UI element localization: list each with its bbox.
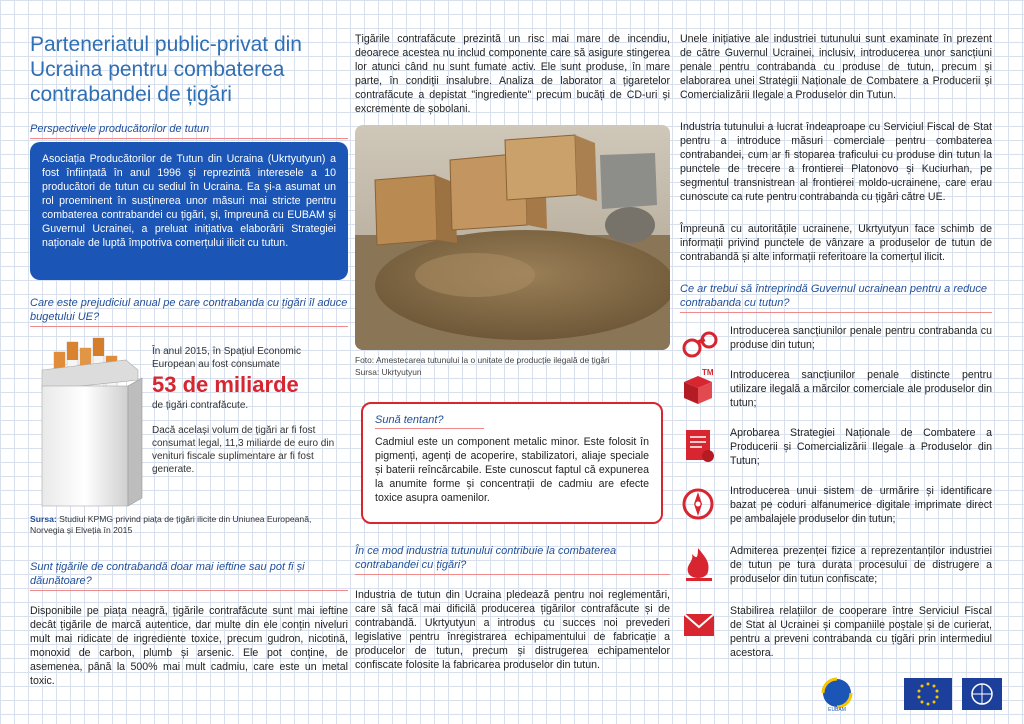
action-item-destruction bbox=[680, 544, 992, 594]
harm-paragraph: Disponibile pe piața neagră, țigările contrafăcute sunt mai ieftine decât țigările de marcă autentice, dar multe din ele conțin niveluri mult mai ridicate de ingrediente toxice, precum gudron, nicotină, monoxid de carbon, plumb și arsenic. Ele pot conține, de asemenea, până la 500% mai mult cadmiu, care este un metal toxic. bbox=[30, 605, 348, 687]
source-label: Sursa: bbox=[30, 514, 57, 524]
eubam-logo-text: EUBAM bbox=[828, 707, 846, 712]
source-text: Studiul KPMG privind piața de țigări ilicite din Uniunea Europeană, Norvegia și Elveția în 2015 bbox=[30, 514, 312, 535]
trademark-box-icon bbox=[680, 368, 720, 408]
association-info-box: Asociația Producătorilor de Tutun din Ucraina (Ukrtyutyun) a fost înființată în anul 1996 și reprezintă interesele a 10 producători de tutun cu sediul în Ucraina. Ea și-a asumat un rol proeminent în susținerea unor măsuri mai stricte pentru combaterea contrabandei cu țigări, și, împreună cu EUBAM și Guvernul Ucrainei, a preluat inițiativa elaborării Strategiei naționale de luptă împotriva comerțului ilicit cu tutun. bbox=[30, 142, 348, 280]
action-text-3: Aprobarea Strategiei Naționale de Combatere a Producerii și Comercializării Ilegale a Produselor din Tutun; bbox=[730, 427, 992, 467]
action-item-tracking bbox=[680, 484, 992, 534]
section-head-damage: Care este prejudiciul anual pe care contrabanda cu țigări îl aduce bugetului UE? bbox=[30, 296, 348, 327]
section-head-harm: Sunt țigările de contrabandă doar mai ieftine sau pot fi și dăunătoare? bbox=[30, 560, 348, 591]
section-head-industry: În ce mod industria tutunului contribuie la combaterea contrabandei cu țigări? bbox=[355, 544, 670, 575]
trademark-label: TM bbox=[702, 368, 714, 377]
info-exchange-paragraph: Împreună cu autoritățile ucrainene, Ukrtyutyun face schimb de informații privind punctele de vânzare a produselor de tutun de contrabandă și alte informații referitoare la comerțul ilicit. bbox=[680, 223, 992, 263]
handcuffs-icon bbox=[680, 324, 720, 364]
column-left bbox=[30, 0, 348, 724]
action-text-2: Introducerea sancțiunilor penale distincte pentru utilizare ilegală a mărcilor comerciale ale produselor din tutun; bbox=[730, 369, 992, 409]
eubam-logo bbox=[818, 676, 856, 712]
action-item-criminal-sanctions bbox=[680, 324, 992, 374]
column-middle bbox=[355, 0, 670, 724]
fire-risk-paragraph: Țigările contrafăcute prezintă un risc mai mare de incendiu, deoarece acestea nu includ componente care să asigure stingerea lor atunci când nu sunt fumate activ. Ele sunt produse, în mare parte, în condiții insalubre. Analiza de laborator a țigaretelor contrafăcute a depistat "ingrediente" precum bucăți de CD-uri și excremente de șobolani. bbox=[355, 33, 670, 115]
eu-flag-logo bbox=[904, 678, 952, 710]
fire-icon bbox=[680, 544, 720, 584]
action-item-strategy bbox=[680, 426, 992, 476]
action-text-6: Stabilirea relațiilor de cooperare între Serviciul Fiscal de Stat al Ucrainei și companiile poștale și de curierat, pentru a preveni contrabanda cu țigări prin intermediul acestora. bbox=[730, 605, 992, 659]
section-head-producers: Perspectivele producătorilor de tutun bbox=[30, 122, 348, 139]
initiatives-paragraph: Unele inițiative ale industriei tutunului sunt examinate în prezent de către Guvernul Ucrainei, inclusiv, introducerea unor sancțiuni penale pentru contrabanda cu produse de tutun, precum și elaborarea unei Strategii Naționale de Combatere a Producerii și Comercializării Ilegale a Produselor din Tutun. bbox=[680, 33, 992, 101]
cigarette-pack-illustration bbox=[34, 330, 146, 510]
cadmium-box bbox=[361, 402, 663, 524]
section-head-government: Ce ar trebui să întreprindă Guvernul ucrainean pentru a reduce contrabanda cu tutun? bbox=[680, 282, 992, 313]
cadmium-box-body: Cadmiul este un component metalic minor. Este folosit în pigmenți, agenți de acoperire, stabilizatori, aliaje speciale și baterii reîncărcabile. Este cunoscut faptul că expunerea la anumite forme și concentrații de cadmiu are efecte toxice asupra oamenilor. bbox=[375, 436, 649, 504]
caption-text: Foto: Amestecarea tutunului la o unitate de producție ilegală de țigări bbox=[355, 355, 610, 365]
compass-icon bbox=[680, 484, 720, 524]
stat-headline: 53 de miliarde bbox=[152, 372, 299, 397]
stat-detail: Dacă același volum de țigări ar fi fost consumat legal, 11,3 miliarde de euro din venituri fiscale suplimentare ar fi fost generate. bbox=[152, 425, 335, 475]
industry-paragraph: Industria de tutun din Ucraina pledează pentru noi reglementări, care să facă mai dificilă producerea țigărilor contrafăcute și de contrabandă. Ukrtyutyun a introdus cu succes noi prevederi legislative pentru înregistrarea echipamentului de fabricație a producelor de tutun, precum și distrugerea echipamentelor confiscate folosite la fabricarea produselor din tutun. bbox=[355, 589, 670, 671]
caption-source: Sursa: Ukrtyutyun bbox=[355, 367, 422, 377]
fiscal-service-paragraph: Industria tutunului a lucrat îndeaproape cu Serviciul Fiscal de Stat pentru a introduce măsuri comerciale pentru combaterea contrabandei, cum ar fi stoparea traficului cu produse din tutun la punctele de trecere a frontierei Platonovo și Kuciurhan, pe segmentul transnistrean al frontierei moldo-ucrainene, care erau cunoscute ca rute pentru contrabanda cu țigări către UE. bbox=[680, 121, 992, 203]
certificate-icon bbox=[680, 426, 720, 466]
column-right bbox=[680, 0, 992, 724]
action-text-5: Admiterea prezenței fizice a reprezentanților industriei de tutun pe tura durata procesului de distrugere a produselor din tutun confiscate; bbox=[730, 545, 992, 585]
action-item-postal bbox=[680, 604, 992, 659]
cadmium-box-title: Sună tentant? bbox=[375, 414, 484, 429]
action-text-4: Introducerea unui sistem de urmărire și identificare bazat pe coduri alfanumerice digitale imprimate direct pe ambalajele produselor din tutun; bbox=[730, 485, 992, 525]
envelope-icon bbox=[680, 604, 720, 644]
action-text-1: Introducerea sancțiunilor penale pentru contrabanda cu produse din tutun; bbox=[730, 325, 992, 351]
partner-logos bbox=[818, 676, 1018, 712]
stat-source bbox=[30, 514, 348, 536]
action-item-trademark bbox=[680, 368, 992, 418]
tobacco-production-photo bbox=[355, 125, 670, 350]
page-title: Parteneriatul public-privat din Ucraina pentru combaterea contrabandei de țigări bbox=[30, 33, 302, 106]
undp-logo bbox=[962, 678, 1002, 710]
photo-caption bbox=[355, 354, 670, 378]
stat-intro: În anul 2015, în Spațiul Economic European au fost consumate bbox=[152, 346, 301, 370]
stat-unit: de țigări contrafăcute. bbox=[152, 400, 249, 411]
